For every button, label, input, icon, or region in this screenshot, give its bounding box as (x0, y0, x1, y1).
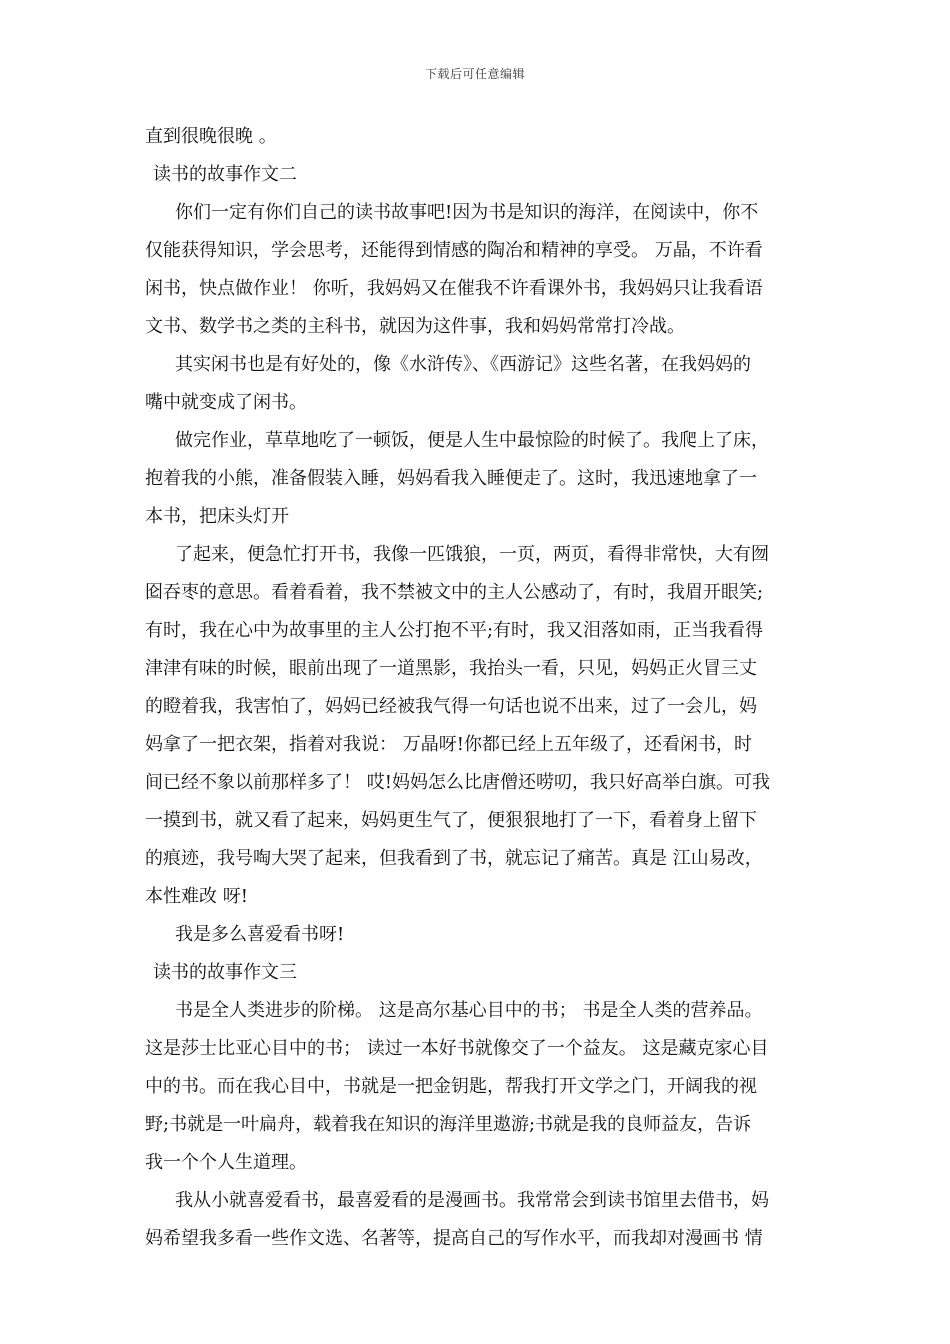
section-heading: 读书的故事作文三 (153, 962, 297, 983)
text-line: 间已经不象以前那样多了！ 哎!妈妈怎么比唐僧还唠叨，我只好高举白旗。可我 (145, 772, 770, 793)
text-line: 妈希望我多看一些作文选、名著等，提高自己的写作水平，而我却对漫画书 情 (145, 1228, 763, 1249)
text-line: 仅能获得知识，学会思考，还能得到情感的陶冶和精神的享受。 万晶，不许看 (145, 240, 763, 261)
text-line: 了起来，便急忙打开书，我像一匹饿狼，一页，两页，看得非常快，大有囫 (175, 544, 769, 565)
text-line: 直到很晚很晚 。 (145, 126, 277, 147)
text-line: 你们一定有你们自己的读书故事吧!因为书是知识的海洋，在阅读中，你不 (175, 202, 759, 223)
text-line: 的瞪着我，我害怕了，妈妈已经被我气得一句话也说不出来，过了一会儿，妈 (145, 696, 757, 717)
text-line: 有时，我在心中为故事里的主人公打抱不平;有时，我又泪落如雨，正当我看得 (145, 620, 764, 641)
section-heading: 读书的故事作文二 (153, 164, 297, 185)
text-line: 抱着我的小熊，准备假装入睡，妈妈看我入睡便走了。这时，我迅速地拿了一 (145, 468, 757, 489)
text-line: 书是全人类进步的阶梯。 这是高尔基心目中的书； 书是全人类的营养品。 (175, 1000, 763, 1021)
text-line: 中的书。而在我心目中，书就是一把金钥匙，帮我打开文学之门，开阔我的视 (145, 1076, 757, 1097)
text-line: 本书，把床头灯开 (145, 506, 289, 527)
text-line: 妈拿了一把衣架，指着对我说： 万晶呀!你都已经上五年级了，还看闲书，时 (145, 734, 752, 755)
text-line: 一摸到书，就又看了起来，妈妈更生气了，便狠狠地打了一下，看着身上留下 (145, 810, 757, 831)
text-line: 的痕迹，我号啕大哭了起来，但我看到了书，就忘记了痛苦。真是 江山易改， (145, 848, 763, 869)
text-line: 津津有味的时候，眼前出现了一道黑影，我抬头一看，只见，妈妈正火冒三丈 (145, 658, 757, 679)
text-line: 嘴中就变成了闲书。 (145, 392, 307, 413)
text-line: 本性难改 呀! (145, 886, 248, 907)
document-body (145, 118, 810, 1258)
page-header: 下载后可任意编辑 (424, 67, 525, 81)
text-line: 其实闲书也是有好处的，像《水浒传》、《西游记》这些名著，在我妈妈的 (175, 354, 751, 375)
text-line: 做完作业，草草地吃了一顿饭，便是人生中最惊险的时候了。我爬上了床， (175, 430, 769, 451)
text-line: 我是多么喜爱看书呀! (175, 924, 345, 945)
text-line: 闲书，快点做作业！ 你听，我妈妈又在催我不许看课外书，我妈妈只让我看语 (145, 278, 763, 299)
text-line: 我从小就喜爱看书，最喜爱看的是漫画书。我常常会到读书馆里去借书，妈 (175, 1190, 769, 1211)
text-line: 野;书就是一叶扁舟，载着我在知识的海洋里遨游;书就是我的良师益友，告诉 (145, 1114, 752, 1135)
text-line: 文书、数学书之类的主科书，就因为这件事，我和妈妈常常打冷战。 (145, 316, 685, 337)
text-line: 囵吞枣的意思。看着看着，我不禁被文中的主人公感动了，有时，我眉开眼笑; (145, 582, 764, 603)
text-line: 这是莎士比亚心目中的书； 读过一本好书就像交了一个益友。 这是藏克家心目 (145, 1038, 769, 1059)
text-line: 我一个个人生道理。 (145, 1152, 307, 1173)
